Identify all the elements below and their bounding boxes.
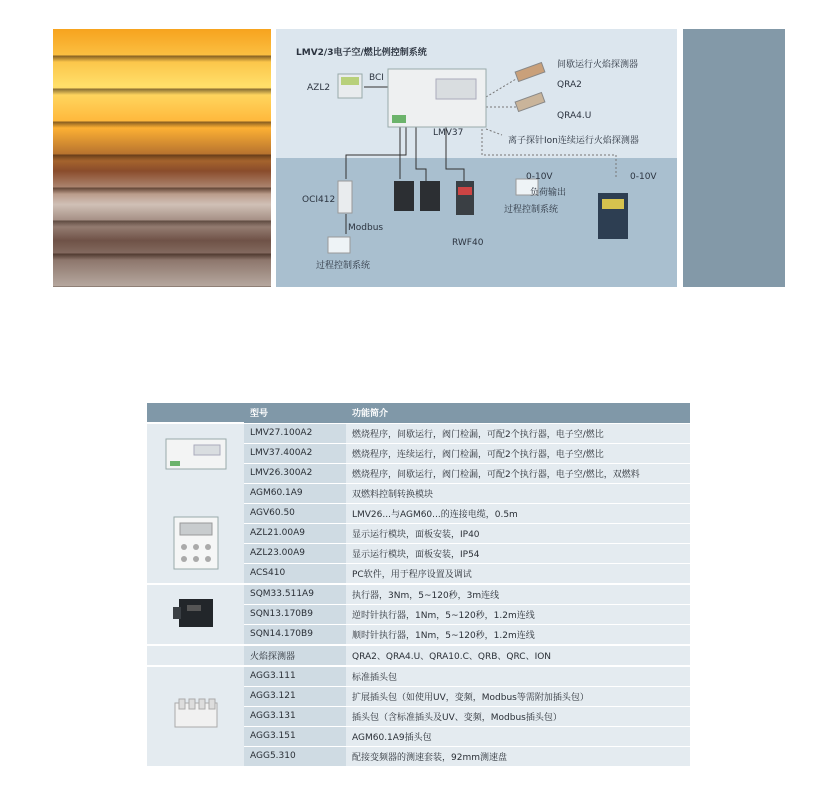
model-cell: AGM60.1A9 [244,483,346,503]
table-row [147,423,690,443]
product-table [147,403,690,766]
ion-line [486,129,502,135]
qra2-sensor [515,63,545,82]
table-row [147,666,690,687]
table-header-row [147,403,690,423]
process-monitor-1 [328,237,350,253]
oci-line [346,125,406,179]
model-cell: LMV27.100A2 [244,423,346,443]
description-cell: QRA2、QRA4.U、QRA10.C、QRB、QRC、ION [346,645,690,666]
model-cell: AGG5.310 [244,746,346,766]
rwf40-controller [456,181,474,215]
model-cell: AGV60.50 [244,503,346,523]
label-oci412: OCI412 [302,195,336,205]
description-cell: 显示运行模块，面板安装，IP54 [346,543,690,563]
description-cell: 配接变频器的测速套装，92mm测速盘 [346,746,690,766]
label-010v-right: 0-10V [630,172,657,182]
model-cell: AZL21.00A9 [244,523,346,543]
description-cell: 标准插头包 [346,666,690,687]
label-lmv37: LMV37 [433,128,464,138]
description-cell: PC软件，用于程序设置及调试 [346,563,690,584]
oci412-module [338,181,352,213]
description-cell: 燃烧程序，连续运行，阀门检漏，可配2个执行器，电子空/燃比 [346,443,690,463]
actuator2-line [416,125,426,181]
description-cell: 执行器，3Nm，5~120秒，3m连线 [346,584,690,605]
model-cell: SQN14.170B9 [244,624,346,645]
diagram-title: LMV2/3电子空/燃比例控制系统 [296,48,427,58]
label-qra2: QRA2 [557,80,582,90]
description-cell: 双燃料控制转换模块 [346,483,690,503]
furnace-photo [53,29,271,287]
actuator-2 [420,181,440,211]
plug-connector-icon [171,695,221,735]
qra4-sensor [515,93,545,112]
system-diagram [276,29,677,287]
label-intermittent-flame: 间歇运行火焰探测器 [557,60,639,70]
description-cell: 扩展插头包（如使用UV，变频，Modbus等需附加插头包） [346,686,690,706]
model-cell: LMV26.300A2 [244,463,346,483]
model-cell: AGG3.111 [244,666,346,687]
lmv-controller-icon [164,427,228,577]
actuator-icon [171,593,221,633]
flame-detector-image-cell [147,645,244,666]
plug-kit-product-image [147,666,244,766]
model-cell: SQM33.511A9 [244,584,346,605]
header-description: 功能简介 [346,403,690,423]
header-image [147,403,244,423]
actuator-product-image [147,584,244,645]
controller-product-image [147,423,244,584]
model-cell: 火焰探测器 [244,645,346,666]
model-cell: AZL23.00A9 [244,543,346,563]
model-cell: AGG3.131 [244,706,346,726]
label-bci: BCI [369,73,384,83]
header-model: 型号 [244,403,346,423]
side-panel [683,29,785,287]
model-cell: SQN13.170B9 [244,604,346,624]
table-row [147,584,690,605]
label-qra4u: QRA4.U [557,111,592,121]
model-cell: AGG3.151 [244,726,346,746]
description-cell: 燃烧程序，间歇运行，阀门检漏，可配2个执行器，电子空/燃比，双燃料 [346,463,690,483]
model-cell: LMV37.400A2 [244,443,346,463]
model-cell: ACS410 [244,563,346,584]
description-cell: AGM60.1A9插头包 [346,726,690,746]
description-cell: LMV26...与AGM60...的连接电缆，0.5m [346,503,690,523]
label-010v-load: 0-10V [526,172,553,182]
label-rwf40: RWF40 [452,238,484,248]
label-azl2: AZL2 [307,83,331,93]
label-modbus: Modbus [348,223,384,233]
label-process-control-1: 过程控制系统 [316,261,371,271]
description-cell: 逆时针执行器，1Nm，5~120秒，1.2m连线 [346,604,690,624]
actuator-1 [394,181,414,211]
description-cell: 显示运行模块，面板安装，IP40 [346,523,690,543]
qra2-line [486,79,516,97]
description-cell: 插头包（含标准插头及UV、变频，Modbus插头包） [346,706,690,726]
description-cell: 燃烧程序，间歇运行，阀门检漏，可配2个执行器，电子空/燃比 [346,423,690,443]
table-row [147,645,690,666]
model-cell: AGG3.121 [244,686,346,706]
label-load-output: 负荷输出 [530,188,567,198]
label-ion-probe: 离子探针Ion连续运行火焰探测器 [508,136,639,146]
description-cell: 顺时针执行器，1Nm，5~120秒，1.2m连线 [346,624,690,645]
label-process-control-2: 过程控制系统 [504,205,559,215]
